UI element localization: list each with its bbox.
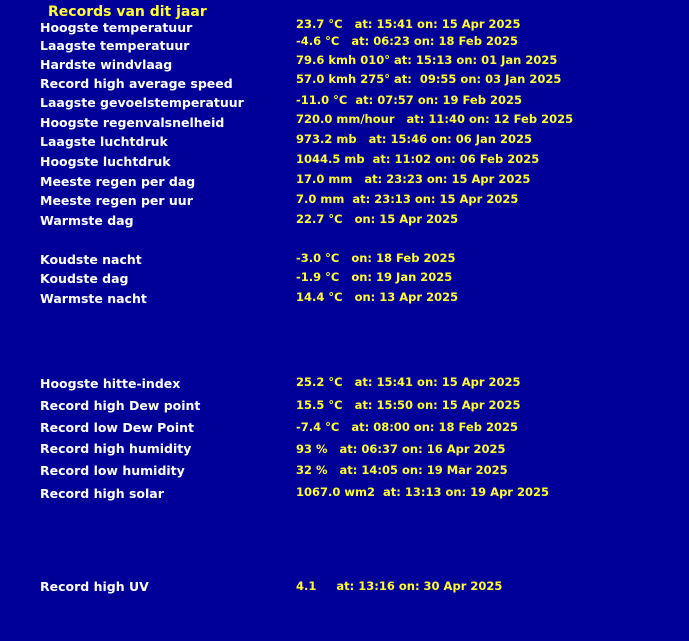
record-value: 57.0 kmh 275° at: 09:55 on: 03 Jan 2025 bbox=[296, 72, 562, 86]
record-value: -4.6 °C at: 06:23 on: 18 Feb 2025 bbox=[296, 34, 518, 48]
record-label: Hoogste hitte-index bbox=[40, 376, 181, 391]
record-value: 973.2 mb at: 15:46 on: 06 Jan 2025 bbox=[296, 132, 533, 146]
record-label: Laagste luchtdruk bbox=[40, 134, 168, 149]
record-value: 79.6 kmh 010° at: 15:13 on: 01 Jan 2025 bbox=[296, 53, 558, 67]
record-value: -3.0 °C on: 18 Feb 2025 bbox=[296, 251, 456, 265]
record-value: 15.5 °C at: 15:50 on: 15 Apr 2025 bbox=[296, 398, 521, 412]
record-value: 25.2 °C at: 15:41 on: 15 Apr 2025 bbox=[296, 375, 521, 389]
record-row-heat-index bbox=[0, 376, 689, 394]
record-label: Hoogste luchtdruk bbox=[40, 154, 171, 169]
record-label: Record high humidity bbox=[40, 441, 192, 456]
record-label: Record high UV bbox=[40, 579, 149, 594]
record-value: 22.7 °C on: 15 Apr 2025 bbox=[296, 212, 459, 226]
record-row-coldest-day bbox=[0, 271, 689, 289]
record-label: Laagste temperatuur bbox=[40, 38, 190, 53]
record-row-rain-hour bbox=[0, 193, 689, 211]
record-row-low-pressure bbox=[0, 134, 689, 152]
record-label: Koudste nacht bbox=[40, 252, 142, 267]
record-label: Meeste regen per uur bbox=[40, 193, 193, 208]
record-value: 7.0 mm at: 23:13 on: 15 Apr 2025 bbox=[296, 192, 519, 206]
record-label: Laagste gevoelstemperatuur bbox=[40, 95, 244, 110]
record-row-high-humidity bbox=[0, 441, 689, 459]
record-row-low-humidity bbox=[0, 463, 689, 481]
record-label: Record high solar bbox=[40, 486, 164, 501]
record-value: 93 % at: 06:37 on: 16 Apr 2025 bbox=[296, 442, 506, 456]
record-row-high-solar bbox=[0, 486, 689, 504]
record-value: 32 % at: 14:05 on: 19 Mar 2025 bbox=[296, 463, 508, 477]
record-row-high-dew-point bbox=[0, 398, 689, 416]
page-title: Records van dit jaar bbox=[48, 4, 207, 20]
record-value: 14.4 °C on: 13 Apr 2025 bbox=[296, 290, 459, 304]
record-value: -11.0 °C at: 07:57 on: 19 Feb 2025 bbox=[296, 93, 522, 107]
record-label: Meeste regen per dag bbox=[40, 174, 196, 189]
record-row-warmest-day bbox=[0, 213, 689, 231]
record-label: Koudste dag bbox=[40, 271, 129, 286]
record-row-average-speed bbox=[0, 72, 689, 94]
record-value: 1067.0 wm2 at: 13:13 on: 19 Apr 2025 bbox=[296, 485, 549, 499]
record-label: Record low humidity bbox=[40, 463, 185, 478]
record-row-high-uv bbox=[0, 579, 689, 597]
record-row-rain-rate bbox=[0, 114, 689, 132]
record-label: Warmste nacht bbox=[40, 291, 147, 306]
record-label: Hoogste regenvalsnelheid bbox=[40, 115, 225, 130]
record-value: 23.7 °C at: 15:41 on: 15 Apr 2025 bbox=[296, 17, 521, 31]
record-value: -1.9 °C on: 19 Jan 2025 bbox=[296, 270, 453, 284]
record-value: 720.0 mm/hour at: 11:40 on: 12 Feb 2025 bbox=[296, 112, 574, 126]
record-value: 17.0 mm at: 23:23 on: 15 Apr 2025 bbox=[296, 172, 531, 186]
record-row-coldest-night bbox=[0, 252, 689, 270]
record-value: 4.1 at: 13:16 on: 30 Apr 2025 bbox=[296, 579, 503, 593]
record-row-rain-day bbox=[0, 173, 689, 191]
record-label: Warmste dag bbox=[40, 213, 134, 228]
record-row-low-dew-point bbox=[0, 420, 689, 438]
record-label: Record high average speed bbox=[40, 76, 233, 91]
record-value: -7.4 °C at: 08:00 on: 18 Feb 2025 bbox=[296, 420, 518, 434]
record-value: 1044.5 mb at: 11:02 on: 06 Feb 2025 bbox=[296, 152, 540, 166]
record-label: Record high Dew point bbox=[40, 398, 201, 413]
record-label: Record low Dew Point bbox=[40, 420, 194, 435]
record-row-warmest-night bbox=[0, 291, 689, 309]
record-label: Hardste windvlaag bbox=[40, 57, 173, 72]
record-row-wind-chill bbox=[0, 95, 689, 113]
record-label: Hoogste temperatuur bbox=[40, 20, 193, 35]
record-row-high-pressure bbox=[0, 153, 689, 171]
